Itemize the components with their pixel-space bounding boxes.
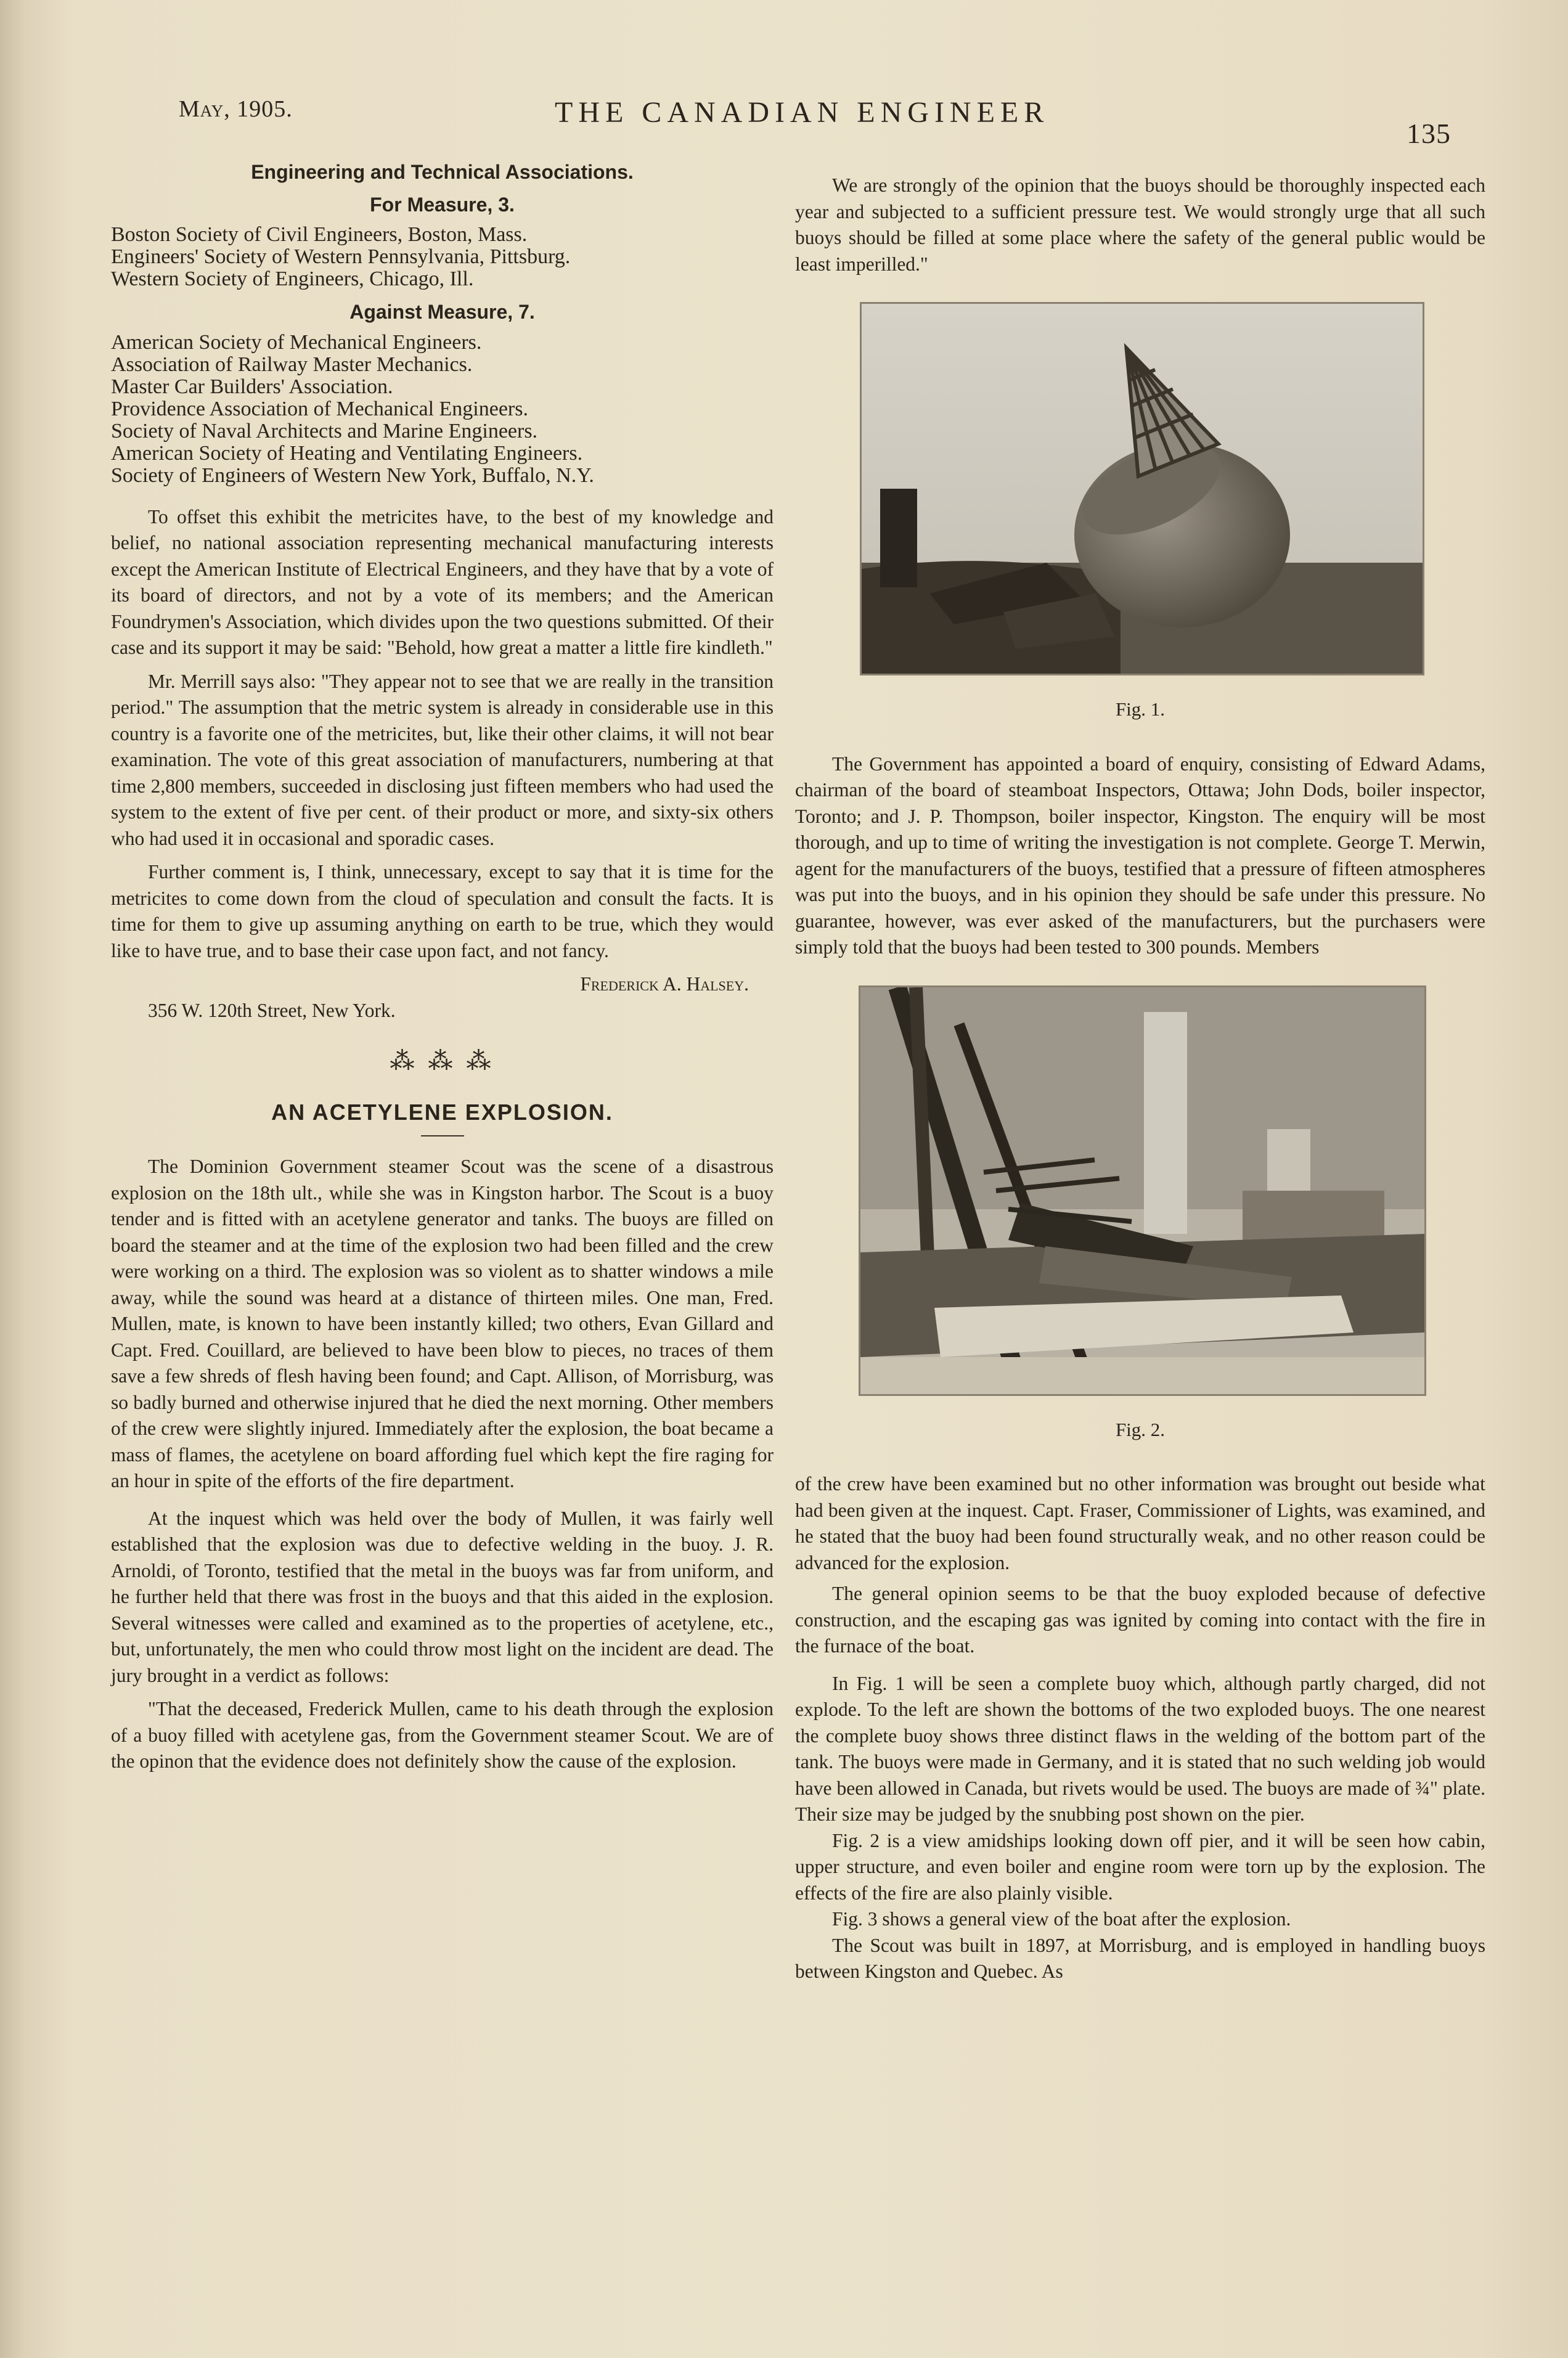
paragraph: "That the deceased, Frederick Mullen, came to his death through the explosion of a buoy filled with acetylene gas, from the Government steamer Scout. We are of the opinon that the evidence does not definitely show the cause of the explosion. [111,1698,774,1772]
section-title-acetylene: AN ACETYLENE EXPLOSION. [271,1099,613,1125]
list-item: Western Society of Engineers, Chicago, Ill. [111,267,474,290]
paragraph: The Dominion Government steamer Scout was the scene of a disastrous explosion on the 18th ult., while she was in Kingston harbor. The Scout is a buoy tender and is fitted with an acetylene generator and tanks. The buoys are filled on board the steamer and at the time of the explosion two had been filled and the crew were working on a third. The explosion was so violent as to shatter windows a mile away, while the sound was heard at a distance of thirteen miles. One man, Fred. Mullen, mate, is known to have been instantly killed; two others, Evan Gillard and Capt. Fred. Couillard, are believed to have been blow to pieces, no traces of them save a few shreds of flesh having been found; and Capt. Allison, of Morrisburg, was so badly burned and otherwise injured that he died the next morning. Other members of the crew were slightly injured. Immediately after the explosion, the boat became a mass of flames, the acetylene on board affording fuel which kept the fire raging for an hour in spite of the efforts of the fire department. [111,1156,774,1491]
page-number: 135 [1407,118,1451,149]
paragraph: The Government has appointed a board of enquiry, consisting of Edward Adams, chairman of the board of steamboat Inspectors, Ottawa; John Dods, boiler inspector, Toronto; and J. P. Thompson, boiler inspector, Kingston. The enquiry will be most thorough, and up to time of writing the investigation is not complete. George T. Merwin, agent for the manufacturers of the buoys, testified that a pressure of fifteen atmospheres was put into the buoys, and in his opinion they should be safe under this pressure. No guarantee, however, was ever asked of the manufacturers, but the purchasers were simply told that the buoys had been tested to 300 pounds. Members [795,753,1485,958]
against-measure-heading: Against Measure, 7. [349,301,535,323]
figure-2-caption: Fig. 2. [1115,1418,1166,1440]
paragraph: To offset this exhibit the metricites have, to the best of my knowledge and belief, no national association representing mechanical manufacturing interests except the American Institute of Electrical Engineers, and they have that by a vote of its board of directors, and not by a vote of its members; and the American Foundrymen's Association, which divides upon the two questions submitted. Of their case and its support it may be said: "Behold, how great a matter a little fire kindleth." [111,505,774,658]
section-ornament: ⁂ ⁂ ⁂ [390,1047,495,1075]
figure-2 [859,985,1423,1443]
divider [421,1135,464,1136]
list-item: Boston Society of Civil Engineers, Boston, Mass. [111,223,528,246]
figure-1-caption: Fig. 1. [1115,698,1166,720]
list-item: American Society of Heating and Ventilating Engineers. [111,441,583,465]
list-item: Society of Naval Architects and Marine Engineers. [111,419,538,443]
paragraph: Fig. 2 is a view amidships looking down off pier, and it will be seen how cabin, upper structure, and even boiler and engine room were torn up by the explosion. The effects of the fire are also plainly visible. [795,1829,1485,1904]
left-column [111,154,774,1775]
paragraph: At the inquest which was held over the body of Mullen, it was fairly well established that the explosion was due to defective welding in the buoy. J. R. Arnoldi, of Toronto, testified that the metal in the buoys was far from uniform, and he further held that there was frost in the buoys and that this aided in the explosion. Several witnesses were called and examined as to the properties of acetylene, etc., but, unfortunately, the men who could throw most light on the incident are dead. The jury brought in a verdict as follows: [111,1507,774,1686]
list-item: Association of Railway Master Mechanics. [111,353,473,376]
right-column [795,173,1485,1985]
issue-date: May, 1905. [179,96,293,122]
for-measure-list [111,224,774,290]
paragraph: Fig. 3 shows a general view of the boat after the explosion. [832,1908,1291,1930]
section-title-associations: Engineering and Technical Associations. [251,161,634,183]
for-measure-heading: For Measure, 3. [370,193,515,216]
list-item: Society of Engineers of Western New York, Buffalo, N.Y. [111,463,594,487]
buoy-photo [860,302,1424,675]
wreck-photo [859,985,1426,1396]
author-signature: Frederick A. Halsey. [580,973,749,995]
list-item: Engineers' Society of Western Pennsylvania, Pittsburg. [111,245,571,268]
list-item: Providence Association of Mechanical Engineers. [111,397,528,420]
paragraph: of the crew have been examined but no other information was brought out beside what had been given at the inquest. Capt. Fraser, Commissioner of Lights, was examined, and he stated that the buoy had been found structurally weak, and no other reason could be advanced for the explosion. [795,1473,1485,1573]
paragraph: In Fig. 1 will be seen a complete buoy which, although partly charged, did not explode. To the left are shown the bottoms of the two exploded buoys. The one nearest the complete buoy shows three distinct flaws in the welding of the bottom part of the tank. The buoys were made in Germany, and it is stated that no such welding job would have been allowed in Canada, but rivets would be used. The buoys are made of ¾" plate. Their size may be judged by the snubbing post shown on the pier. [795,1672,1485,1825]
wreck-photo-illustration [860,987,1424,1394]
list-item: American Society of Mechanical Engineers. [111,330,482,354]
list-item: Master Car Builders' Association. [111,375,393,398]
paragraph: Mr. Merrill says also: "They appear not to see that we are really in the transition period." The assumption that the metric system is already in considerable use in this country is a favorite one of the metricites, but, like their other claims, it will not bear examination. The vote of this great association of manufacturers, numbering at that time 2,800 members, succeeded in disclosing just fifteen members who had used the system to the extent of five per cent. of their product or more, and sixty-six others who had used it in occasional and sporadic cases. [111,670,774,849]
paragraph: We are strongly of the opinion that the buoys should be thoroughly inspected each year and subjected to a sufficient pressure test. We would strongly urge that all such buoys should be filled at some place where the safety of the general public would be least imperilled." [795,174,1485,275]
journal-title: THE CANADIAN ENGINEER [555,96,1050,129]
author-address: 356 W. 120th Street, New York. [148,999,396,1021]
paragraph: The general opinion seems to be that the buoy exploded because of defective construction, and the escaping gas was ignited by coming into contact with the fire in the furnace of the boat. [795,1583,1485,1657]
paragraph: The Scout was built in 1897, at Morrisburg, and is employed in handling buoys between Kingston and Quebec. As [795,1934,1485,1982]
against-measure-list [111,332,774,487]
buoy-photo-illustration [862,304,1423,674]
paragraph: Further comment is, I think, unnecessary, except to say that it is time for the metricites to come down from the cloud of speculation and consult the facts. It is time for them to give up assuming anything on earth to be true, which they would like to have true, and to base their case upon fact, and not fancy. [111,861,774,961]
figure-1 [860,302,1421,723]
